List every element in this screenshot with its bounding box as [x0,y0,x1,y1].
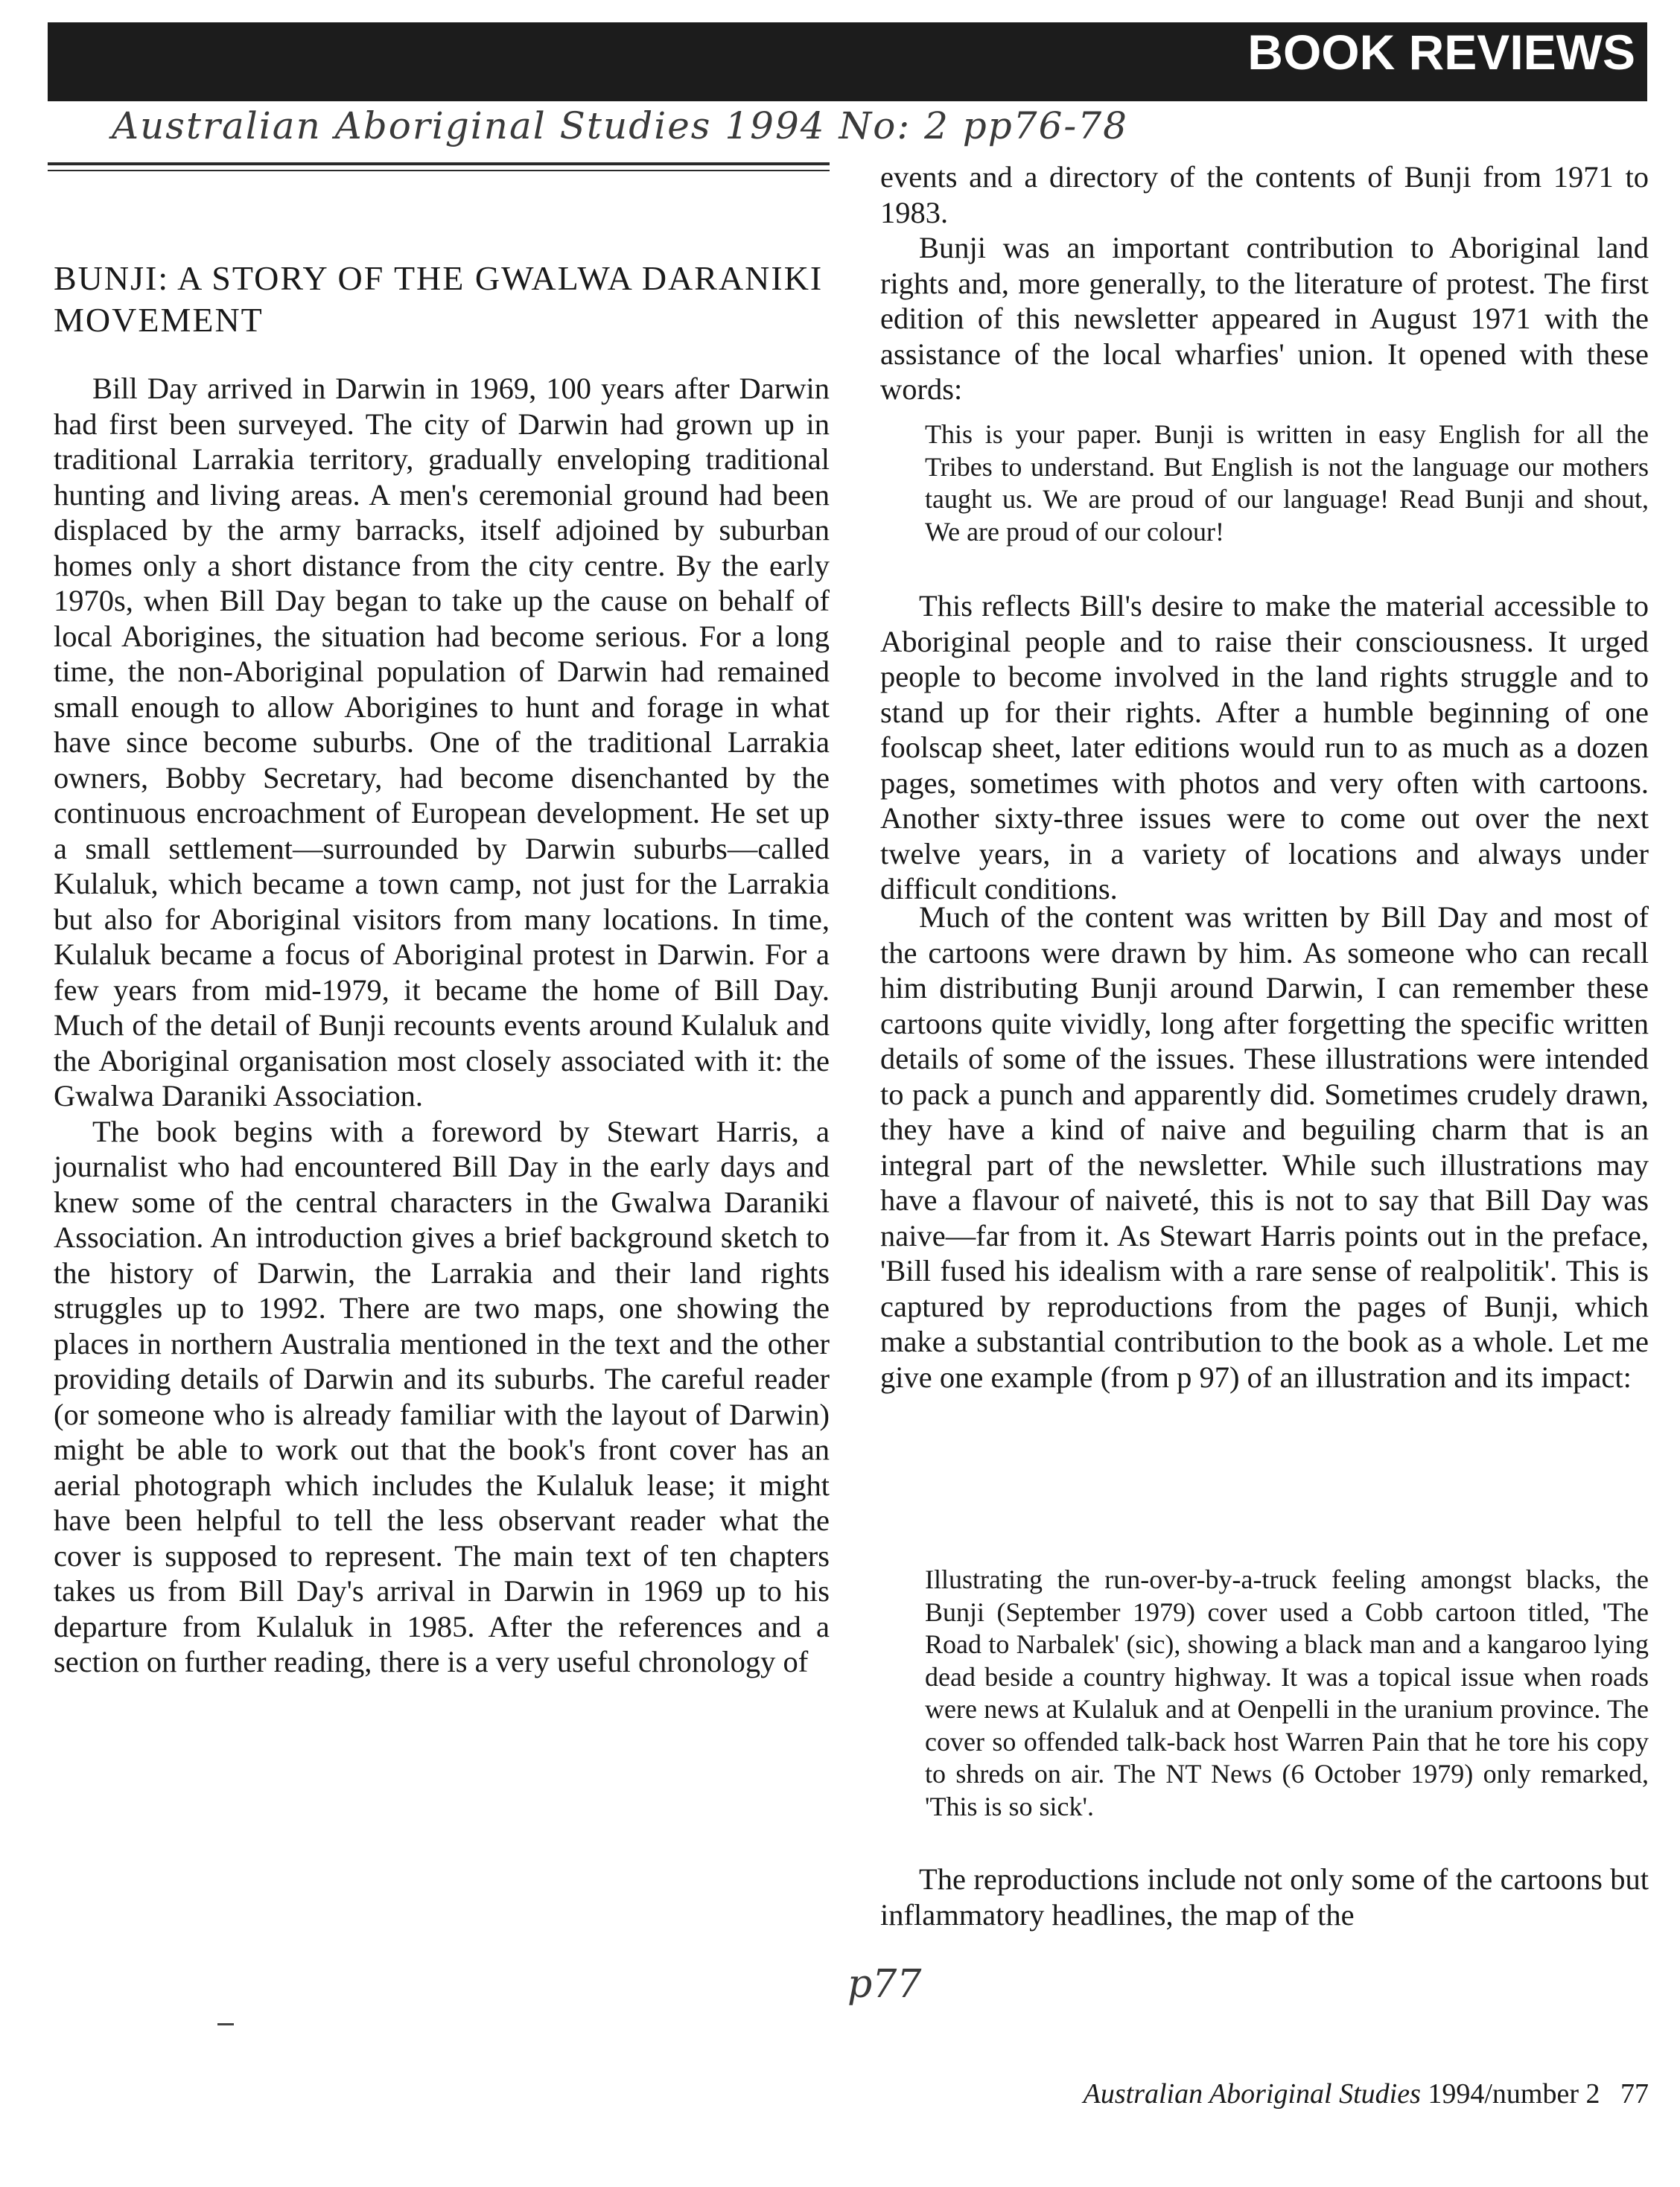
stray-mark [217,2023,234,2025]
handwritten-page-mark: p77 [847,1962,922,2007]
paragraph: This reflects Bill's desire to make the material accessible to Aboriginal people and to raise their consciousness. It urged people to become involved in the land rights struggle and to stand up for their rights. After a humble beginning of one foolscap sheet, later editions would run to as much as a dozen pages, sometimes with photos and very often with cartoons. Another sixty-three issues were to come out over the next twelve years, in a variety of locations and always under difficult conditions. [880,589,1649,905]
block-quote: Illustrating the run-over-by-a-truck feeling amongst blacks, the Bunji (September 1979) cover used a Cobb cartoon titled, 'The Road to Narbalek' (sic), showing a black man and a kangaroo lying dead beside a country highway. It was a topical issue when roads were news at Kulaluk and at Oenpelli in the uranium province. The cover so offended talk-back host Warren Pain that he tore his copy to shreds on air. The NT News (6 October 1979) only remarked, 'This is so sick'. [925,1564,1649,1821]
footer-page-number: 77 [1620,2078,1649,2110]
review-title: BUNJI: A STORY OF THE GWALWA DARANIKI MOVEMENT [54,259,824,340]
paragraph: The book begins with a foreword by Stewart Harris, a journalist who had encountered Bill Day in the early days and knew some of the central characters in the Gwalwa Daraniki Association. An introduction gives a brief background sketch to the history of Darwin, the Larrakia and their land rights struggles up to 1992. There are two maps, one showing the places in northern Australia mentioned in the text and the other providing details of Darwin and its suburbs. The careful reader (or someone who is already familiar with the layout of Darwin) might be able to work out that the book's front cover has an aerial photograph which includes the Kulaluk lease; it might have been helpful to tell the less observant reader what the cover is supposed to represent. The main text of ten chapters takes us from Bill Day's arrival in Darwin in 1969 up to his departure from Kulaluk in 1985. After the references and a section on further reading, there is a very useful chronology of [54,1114,830,1678]
paragraph: Much of the content was written by Bill Day and most of the cartoons were drawn by him. As someone who can recall him distributing Bunji around Darwin, I can remember these cartoons quite vividly, long after forgetting the specific written details of some of the issues. These illustrations were intended to pack a punch and apparently did. Sometimes crudely drawn, they have a kind of naive and beguiling charm that is an integral part of the newsletter. While such illustrations may have a flavour of naiveté, this is not to say that Bill Day was naive—far from it. As Stewart Harris points out in the preface, 'Bill fused his idealism with a rare sense of realpolitik'. This is captured by reproductions from the pages of Bunji, which make a substantial contribution to the book as a whole. Let me give one example (from p 97) of an illustration and its impact: [880,900,1649,1394]
page-footer [1084,2078,1649,2110]
paragraph: Bill Day arrived in Darwin in 1969, 100 years after Darwin had first been surveyed. The city of Darwin had grown up in traditional Larrakia territory, gradually enveloping traditional hunting and living areas. A men's ceremonial ground had been displaced by the army barracks, itself adjoined by suburban homes only a short distance from the city centre. By the early 1970s, when Bill Day began to take up the cause on behalf of local Aborigines, the situation had become serious. For a long time, the non-Aboriginal population of Darwin had remained small enough to allow Aborigines to hunt and forage in what have since become suburbs. One of the traditional Larrakia owners, Bobby Secretary, had become disenchanted by the continuous encroachment of European development. He set up a small settlement—surrounded by Darwin suburbs—called Kulaluk, which became a town camp, not just for the Larrakia but also for Aboriginal visitors from many locations. In time, Kulaluk became a focus of Aboriginal protest in Darwin. For a few years from mid-1979, it became the home of Bill Day. Much of the detail of Bunji recounts events around Kulaluk and the Aboriginal organisation most closely associated with it: the Gwalwa Daraniki Association. [54,372,830,1112]
handwritten-citation: Australian Aboriginal Studies 1994 No: 2 pp76-78 [112,104,1128,147]
divider-rule [48,162,830,165]
block-quote: This is your paper. Bunji is written in easy English for all the Tribes to understand. But English is not the language our mothers taught us. We are proud of our language! Read Bunji and shout, We are proud of our colour! [925,419,1649,547]
right-column-top [880,159,1649,407]
divider-rule [48,170,830,171]
right-column-middle [880,588,1649,907]
section-header-bar [48,22,1647,101]
left-column [54,371,830,1680]
paragraph: Bunji was an important contribution to Aboriginal land rights and, more generally, to the literature of protest. The first edition of this newsletter appeared in August 1971 with the assistance of the local wharfies' union. It opened with these words: [880,231,1649,406]
footer-issue: 1994/number 2 [1428,2078,1600,2110]
right-column-body [880,900,1649,1395]
right-column-bottom [880,1862,1649,1932]
paragraph: The reproductions include not only some of the cartoons but inflammatory headlines, the map of the [880,1862,1649,1932]
footer-journal: Australian Aboriginal Studies [1083,2078,1421,2110]
section-title: BOOK REVIEWS [1247,25,1635,80]
paragraph: events and a directory of the contents of Bunji from 1971 to 1983. [880,160,1649,229]
